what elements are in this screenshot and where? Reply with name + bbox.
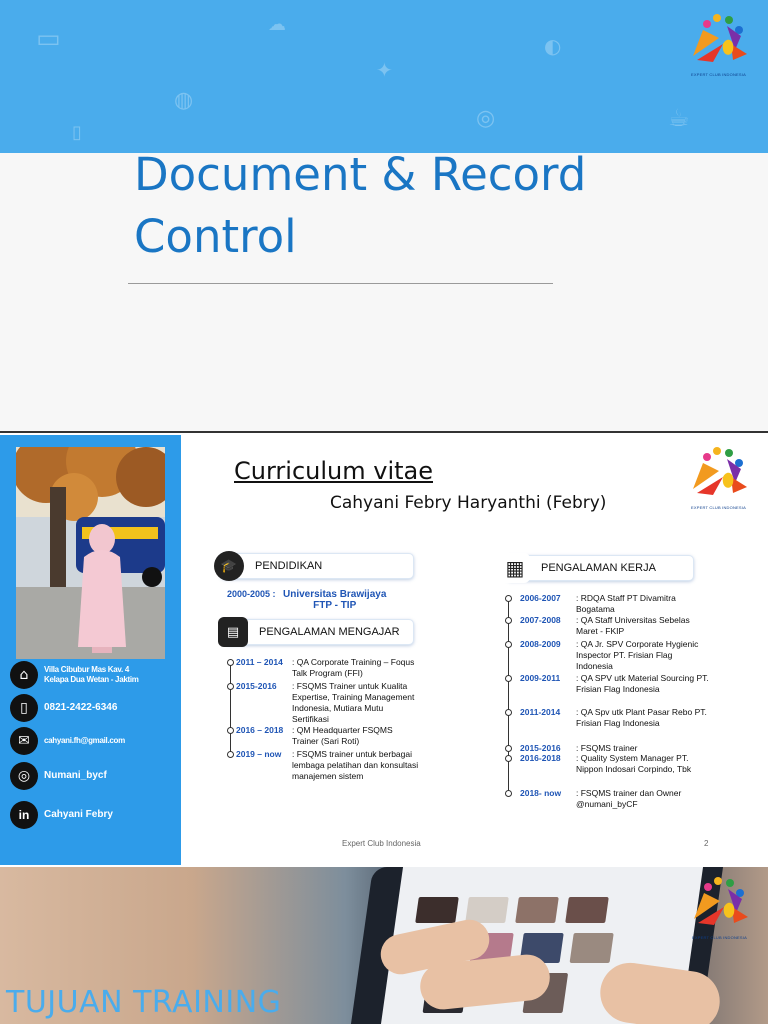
timeline-dot [227, 727, 234, 734]
timeline-dot [505, 790, 512, 797]
timeline-description: : QM Headquarter FSQMS Trainer (Sari Roti) [292, 725, 393, 746]
linkedin-row [10, 801, 113, 829]
logo-text-2: EXPERT CLUB INDONESIA [691, 505, 746, 510]
timeline-dot [227, 659, 234, 666]
phone-row [10, 694, 117, 722]
screen-thumbnail [415, 897, 459, 923]
logo-text-3: EXPERT CLUB INDONESIA [692, 935, 747, 940]
screen-thumbnail [515, 897, 559, 923]
timeline-dot [505, 617, 512, 624]
email-row [10, 727, 125, 755]
coffee-cup-icon: ☕ [668, 104, 690, 132]
web-icon: ◎ [476, 106, 496, 131]
screen-thumbnail [570, 933, 614, 963]
slide-curriculum-vitae [0, 435, 768, 865]
timeline-year: 2007-2008 [520, 615, 561, 625]
timeline-year: 2008-2009 [520, 639, 561, 649]
title-divider [128, 283, 553, 284]
phone-icon: ▯ [10, 694, 38, 722]
page-number: 2 [704, 839, 709, 848]
timeline-description: : Quality System Manager PT. Nippon Indosari Corpindo, Tbk [576, 753, 692, 774]
section-mengajar [224, 619, 414, 645]
timeline-description: : FSQMS Trainer untuk Kualita Expertise, Training Management Indonesia, Mutiara Mutu Sertifikasi [292, 681, 415, 724]
timeline-dot [227, 683, 234, 690]
timeline-year: 2011 – 2014 [236, 657, 283, 667]
timeline-dot [505, 595, 512, 602]
education-place-line-2: FTP - TIP [313, 600, 357, 611]
office-building-icon: ▦ [500, 553, 530, 583]
timeline-line [508, 598, 509, 793]
slide-title [0, 0, 768, 433]
basketball-icon: ◐ [544, 34, 562, 58]
title-line-2: Control [134, 210, 297, 263]
timeline-description: : QA Corporate Training – Foqus Talk Program (FFI) [292, 657, 415, 678]
section-kerja [506, 555, 694, 581]
twitter-icon: ✦ [376, 58, 393, 82]
timeline-description: : FSQMS trainer untuk berbagai lembaga pelatihan dan konsultasi manajemen sistem [292, 749, 419, 781]
timeline-year: 2006-2007 [520, 593, 561, 603]
timeline-year: 2016 – 2018 [236, 725, 284, 735]
timeline-description: : FSQMS trainer dan Owner @numani_byCF [576, 788, 682, 809]
timeline-dot [227, 751, 234, 758]
address-line-1: Villa Cibubur Mas Kav. 4 [44, 665, 129, 674]
section-mengajar-label: PENGALAMAN MENGAJAR [259, 626, 400, 638]
section-pendidikan-label: PENDIDIKAN [255, 560, 323, 572]
instagram-icon: ◎ [10, 762, 38, 790]
timeline-year: 2015-2016 [520, 743, 561, 753]
graduation-cap-icon: 🎓 [214, 551, 244, 581]
contact-sidebar [0, 435, 181, 865]
address-row [10, 661, 139, 689]
email-text[interactable]: cahyani.fh@gmail.com [44, 736, 125, 745]
expert-club-logo-3 [684, 873, 756, 941]
expert-club-logo [683, 10, 755, 78]
linkedin-icon: in [10, 801, 38, 829]
timeline-description: : QA Spv utk Plant Pasar Rebo PT. Frisian Flag Indonesia [576, 707, 707, 728]
header-band [0, 0, 768, 153]
home-icon: ⌂ [10, 661, 38, 689]
phone-text[interactable]: 0821-2422-6346 [44, 702, 118, 713]
timeline-dot [505, 755, 512, 762]
timeline-description: : QA SPV utk Material Sourcing PT. Frisian Flag Indonesia [576, 673, 709, 694]
linkedin-text[interactable]: Cahyani Febry [44, 809, 113, 820]
timeline-year: 2016-2018 [520, 753, 561, 763]
profile-photo [16, 447, 165, 659]
globe-icon: ◍ [174, 88, 194, 113]
timeline-year: 2019 – now [236, 749, 282, 759]
address-line-2: Kelapa Dua Wetan - Jaktim [44, 675, 139, 684]
section-kerja-label: PENGALAMAN KERJA [541, 562, 656, 574]
timeline-dot [505, 745, 512, 752]
screen-thumbnail [565, 897, 609, 923]
cv-title: Curriculum vitae [234, 457, 433, 485]
title-line-1: Document & Record [134, 148, 587, 201]
slide-title-heading [134, 144, 694, 268]
teacher-board-icon: ▤ [218, 617, 248, 647]
mail-icon: ✉ [10, 727, 38, 755]
logo-text: EXPERT CLUB INDONESIA [691, 72, 746, 77]
laptop-icon: ▭ [36, 24, 61, 54]
timeline-dot [505, 709, 512, 716]
phone-icon: ▯ [72, 122, 82, 143]
slide-tujuan-training [0, 867, 768, 1024]
timeline-dot [505, 675, 512, 682]
slide-footer: Expert Club Indonesia [342, 839, 421, 848]
education-place-line-1: Universitas Brawijaya [283, 589, 387, 600]
timeline-line [230, 662, 231, 754]
education-place [283, 589, 386, 611]
section-pendidikan [220, 553, 414, 579]
timeline-year: 2015-2016 [236, 681, 277, 691]
timeline-description: : FSQMS trainer [576, 743, 638, 753]
timeline-year: 2009-2011 [520, 673, 561, 683]
instagram-text[interactable]: Numani_bycf [44, 770, 107, 781]
expert-club-logo-2 [683, 443, 755, 511]
timeline-description: : QA Jr. SPV Corporate Hygienic Inspector PT. Frisian Flag Indonesia [576, 639, 699, 671]
timeline-description: : RDQA Staff PT Divamitra Bogatama [576, 593, 676, 614]
timeline-dot [505, 641, 512, 648]
education-year: 2000-2005 : [227, 589, 276, 599]
timeline-year: 2018- now [520, 788, 562, 798]
slide3-title: TUJUAN TRAINING [6, 985, 282, 1020]
timeline-description: : QA Staff Universitas Sebelas Maret - FKIP [576, 615, 690, 636]
timeline-year: 2011-2014 [520, 707, 561, 717]
cv-name: Cahyani Febry Haryanthi (Febry) [330, 493, 607, 513]
address-text [44, 665, 139, 685]
instagram-row [10, 762, 107, 790]
cloud-icon: ☁ [268, 14, 286, 35]
